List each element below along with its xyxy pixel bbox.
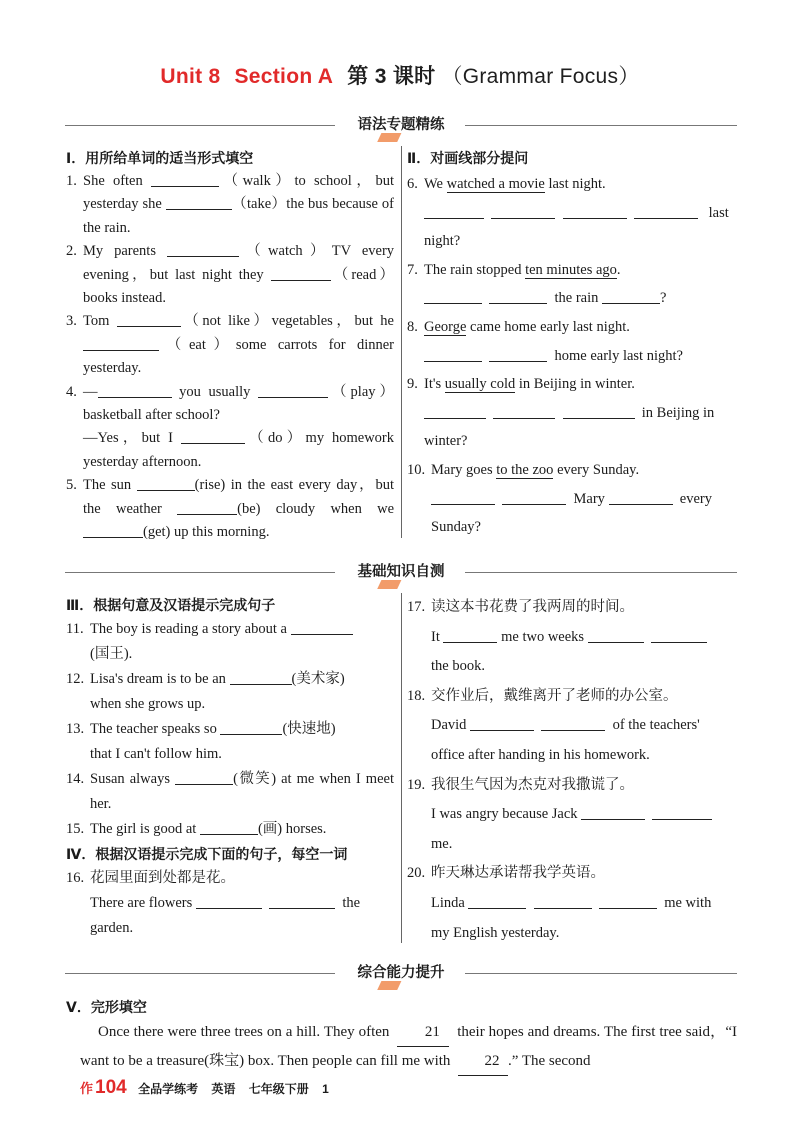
answer-blank[interactable] — [83, 523, 143, 538]
question-11: 11. The boy is reading a story about a (国王). — [66, 617, 394, 667]
lesson-label: 第 3 课时 — [347, 65, 436, 88]
question-16: 16. 花园里面到处都是花。 There are flowers the garden. — [66, 870, 361, 936]
answer-blank[interactable] — [98, 383, 172, 398]
footer-num: 1 — [322, 1082, 329, 1096]
answer-blank[interactable] — [151, 172, 219, 187]
answer-blank[interactable] — [177, 500, 237, 515]
section-3-heading: Ⅲ．根据句意及汉语提示完成句子 — [66, 597, 276, 613]
section-1-heading: Ⅰ．用所给单词的适当形式填空 — [66, 150, 254, 166]
answer-blank[interactable] — [181, 429, 245, 444]
divider-ability-label: 综合能力提升 — [352, 965, 451, 981]
footer-brand: 全品学练考 — [138, 1082, 199, 1096]
section-2-heading: Ⅱ．对画线部分提问 — [407, 150, 529, 166]
section-4-continued — [407, 593, 735, 948]
section-1 — [66, 146, 394, 545]
footer-grade: 七年级下册 — [248, 1082, 309, 1096]
column-separator — [401, 593, 402, 943]
question-6: 6. We watched a movie last night. last night? — [407, 176, 729, 250]
page-footer — [80, 1077, 339, 1099]
answer-blank[interactable] — [271, 266, 331, 281]
question-13: 13. The teacher speaks so (快速地) that I can't follow him. — [66, 721, 336, 762]
question-14: 14. Susan always (微笑) at me when I meet her. — [66, 771, 394, 812]
section-4-heading: Ⅳ．根据汉语提示完成下面的句子，每空一词 — [66, 846, 348, 862]
section-2 — [407, 146, 735, 542]
answer-blank[interactable] — [117, 312, 181, 327]
answer-blank[interactable] — [83, 336, 159, 351]
question-10: 10. Mary goes to the zoo every Sunday. Mary every Sunday? — [407, 461, 712, 536]
answer-blank[interactable] — [258, 383, 328, 398]
question-19: 19. 我很生气因为杰克对我撒谎了。 I was angry because Jack me. — [407, 771, 735, 860]
question-2: 2. My parents （watch）TV every evening，but last night they （read） books instead. — [66, 243, 395, 307]
cloze-passage: Once there were three trees on a hill. They often 21 their hopes and dreams. The first tree said，“I want to be a treasure(珠宝) box. Then people can fill me with 22 .” The second — [80, 1018, 737, 1076]
cloze-blank-22[interactable]: 22 — [458, 1047, 508, 1076]
cloze-blank-21[interactable]: 21 — [397, 1018, 449, 1047]
answer-blank[interactable] — [166, 195, 232, 210]
divider-grammar-label: 语法专题精练 — [352, 117, 451, 133]
question-20: 20. 昨天琳达承诺帮我学英语。 Linda me with my English yesterday. — [407, 865, 712, 941]
divider-ability — [65, 962, 737, 984]
question-5: 5. The sun (rise) in the east every day，but the weather (be) cloudy when we (get) up this morning. — [66, 477, 395, 541]
topic-label: （Grammar Focus） — [441, 65, 640, 88]
question-8: 8. George came home early last night. home early last night? — [407, 318, 683, 364]
question-7: 7. The rain stopped ten minutes ago. the rain ? — [407, 261, 667, 307]
answer-blank[interactable] — [167, 242, 239, 257]
question-4: 4. — you usually （play） basketball after school? —Yes，but I （do）my homework yesterday afternoon. — [66, 383, 395, 470]
section-5-heading: Ⅴ．完形填空 — [66, 999, 147, 1015]
question-3: 3. Tom （not like）vegetables，but he （eat）some carrots for dinner yesterday. — [66, 313, 394, 377]
question-17: 17. 读这本书花费了我两周的时间。 It me two weeks the book. — [407, 593, 735, 682]
footer-subject: 英语 — [211, 1082, 236, 1096]
section-label: Section A — [234, 65, 334, 88]
question-12: 12. Lisa's dream is to be an (美术家) when she grows up. — [66, 671, 345, 712]
question-1: 1. She often （walk）to school，but yesterday she （take）the bus because of the rain. — [66, 173, 395, 236]
unit-label: Unit 8 — [160, 65, 221, 88]
divider-basics — [65, 561, 737, 583]
divider-grammar — [65, 114, 737, 136]
question-15: 15. The girl is good at (画) horses. — [66, 821, 327, 837]
question-18: 18. 交作业后，戴维离开了老师的办公室。 David of the teachers' office after handing in his homework. — [407, 687, 700, 763]
answer-blank[interactable] — [137, 476, 195, 491]
section-3 — [66, 593, 394, 941]
page-title — [0, 60, 800, 90]
divider-basics-label: 基础知识自测 — [352, 564, 451, 580]
question-9: 9. It's usually cold in Beijing in winter. in Beijing in winter? — [407, 376, 715, 450]
column-separator — [401, 146, 402, 538]
page-number: 作 104 — [80, 1077, 127, 1098]
